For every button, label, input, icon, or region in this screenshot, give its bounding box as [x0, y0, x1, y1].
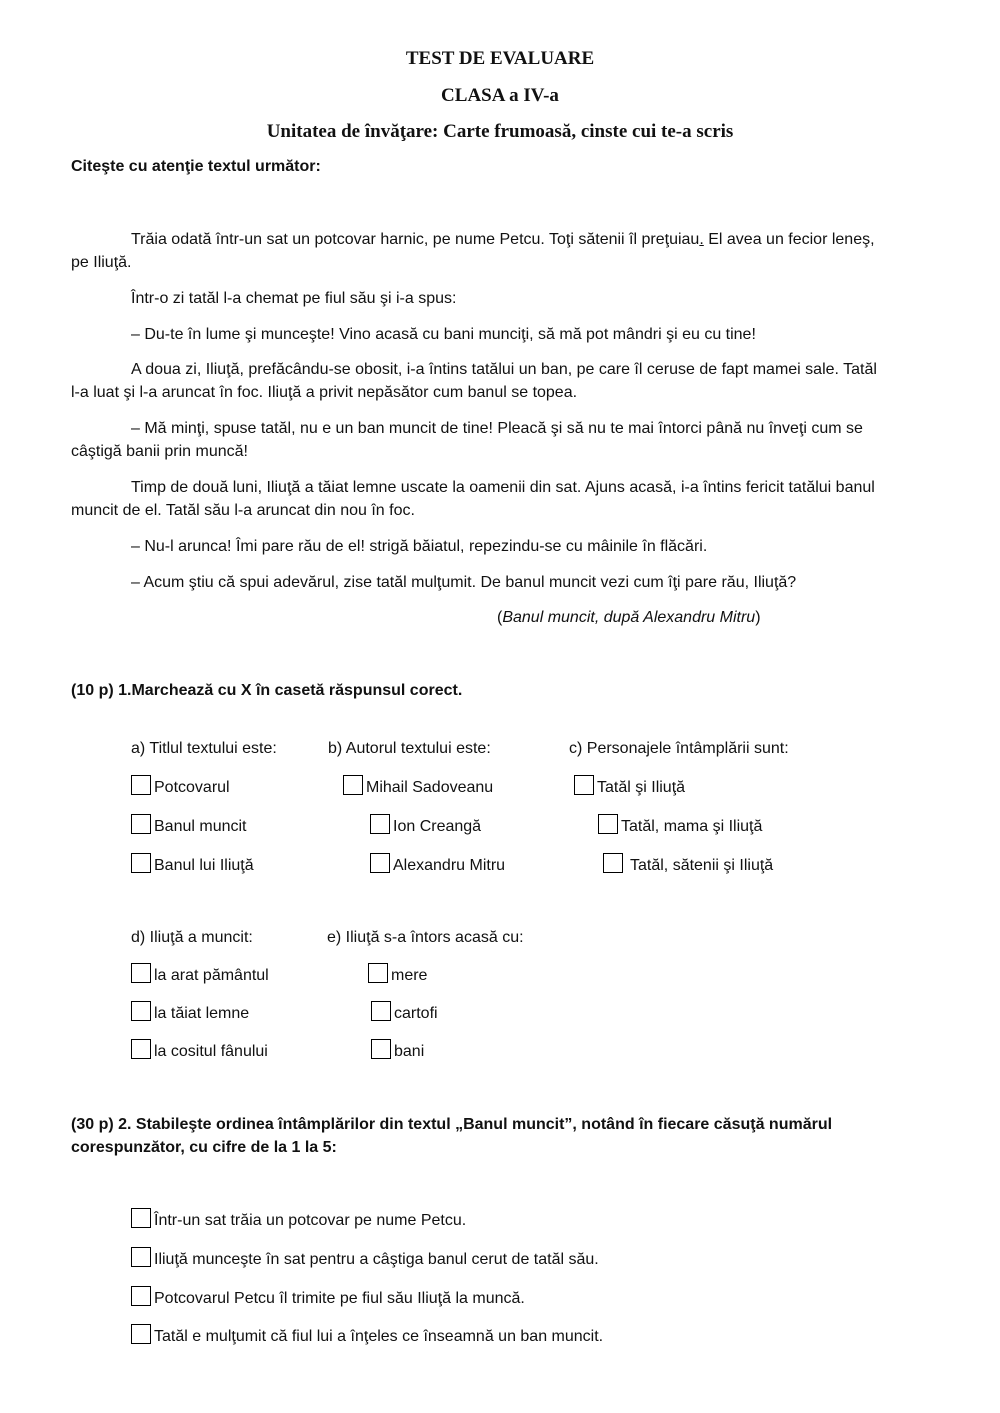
story-p4-line2: l-a luat şi l-a aruncat în foc. Iliuţă a privit nepăsător cum banul se topea.	[71, 384, 578, 401]
q1a-option-1: Potcovarul	[154, 779, 230, 796]
story-p1-text: Trăia odată într-un sat un potcovar harnic, pe nume Petcu. Toţi sătenii îl preţuiau	[131, 231, 700, 248]
source-close-paren: )	[755, 609, 761, 626]
test-title: TEST DE EVALUARE	[405, 48, 595, 69]
story-paragraph-6: Timp de două luni, Iliuţă a tăiat lemne uscate la oamenii din sat. Ajuns acasă, i-a întins fericit tatălui banul	[131, 479, 875, 496]
class-title: CLASA a IV-a	[441, 85, 559, 106]
q2-event-2: Iliuţă munceşte în sat pentru a câştiga banul cerut de tatăl său.	[154, 1251, 599, 1268]
q1e-label: e) Iliuţă s-a întors acasă cu:	[327, 929, 524, 946]
q1a-option-2: Banul muncit	[154, 818, 247, 835]
q1d-checkbox-2[interactable]	[131, 1001, 151, 1021]
story-paragraph-5: – Mă minţi, spuse tatăl, nu e un ban muncit de tine! Pleacă şi să nu te mai întorci până nu înveţi cum se	[131, 420, 863, 437]
q1b-option-3: Alexandru Mitru	[393, 857, 506, 874]
q1c-checkbox-3[interactable]	[603, 853, 623, 873]
q1d-option-3: la cositul fânului	[154, 1043, 268, 1060]
source-open-paren: (	[497, 609, 503, 626]
story-paragraph-7: – Nu-l arunca! Îmi pare rău de el! strigă băiatul, repezindu-se cu mâinile în flăcări.	[131, 538, 708, 555]
q1b-checkbox-1[interactable]	[343, 775, 363, 795]
source-citation: Banul muncit, după Alexandru Mitru	[502, 609, 756, 626]
q1b-checkbox-3[interactable]	[370, 853, 390, 873]
q1d-option-1: la arat pământul	[154, 967, 269, 984]
q1a-option-3: Banul lui Iliuţă	[154, 857, 254, 874]
q1d-checkbox-3[interactable]	[131, 1039, 151, 1059]
q1d-option-2: la tăiat lemne	[154, 1005, 250, 1022]
q1d-label: d) Iliuţă a muncit:	[131, 929, 253, 946]
q2-order-box-3[interactable]	[131, 1286, 151, 1306]
reading-instruction: Citeşte cu atenţie textul următor:	[71, 158, 321, 175]
q1-text: .Marchează cu X în casetă răspunsul corect.	[127, 682, 463, 699]
q2-order-box-1[interactable]	[131, 1208, 151, 1228]
q2-order-box-2[interactable]	[131, 1247, 151, 1267]
q2-heading: (30 p) 2. Stabileşte ordinea întâmplărilor din textul „Banul muncit”, notând în fiecare căsuţă numărul	[71, 1116, 833, 1133]
unit-title: Unitatea de învăţare: Carte frumoasă, cinste cui te-a scris	[266, 121, 734, 142]
q1b-option-2: Ion Creangă	[393, 818, 482, 835]
q1c-label: c) Personajele întâmplării sunt:	[569, 740, 789, 757]
story-paragraph-1	[131, 231, 875, 249]
story-paragraph-2: Într-o zi tatăl l-a chemat pe fiul său şi i-a spus:	[131, 290, 457, 307]
q1c-option-3: Tatăl, sătenii şi Iliuţă	[630, 857, 774, 874]
q1a-checkbox-3[interactable]	[131, 853, 151, 873]
q1b-label: b) Autorul textului este:	[328, 740, 491, 757]
q1-points: (10 p) 1	[71, 682, 128, 699]
q1c-option-1: Tatăl şi Iliuţă	[597, 779, 686, 796]
q2-event-1: Într-un sat trăia un potcovar pe nume Petcu.	[154, 1212, 467, 1229]
q1a-checkbox-2[interactable]	[131, 814, 151, 834]
q1-heading	[71, 682, 462, 700]
q1e-checkbox-2[interactable]	[371, 1001, 391, 1021]
q2-heading-line2: corespunzător, cu cifre de la 1 la 5:	[71, 1139, 337, 1156]
story-p1-line2: pe Iliuţă.	[71, 254, 132, 271]
q1e-checkbox-1[interactable]	[368, 963, 388, 983]
q1e-checkbox-3[interactable]	[371, 1039, 391, 1059]
q1c-checkbox-1[interactable]	[574, 775, 594, 795]
story-p1-dot: .	[699, 231, 704, 248]
story-p6-line2: muncit de el. Tatăl său l-a aruncat din nou în foc.	[71, 502, 415, 519]
q2-event-3: Potcovarul Petcu îl trimite pe fiul său Iliuţă la muncă.	[154, 1290, 525, 1307]
q1c-option-2: Tatăl, mama şi Iliuţă	[621, 818, 763, 835]
q1b-checkbox-2[interactable]	[370, 814, 390, 834]
story-source	[497, 609, 761, 627]
story-paragraph-4: A doua zi, Iliuţă, prefăcându-se obosit, i-a întins tatălui un ban, pe care îl ceruse de fapt mamei sale. Tatăl	[131, 361, 877, 378]
q1c-checkbox-2[interactable]	[598, 814, 618, 834]
q1b-option-1: Mihail Sadoveanu	[366, 779, 494, 796]
story-p1-end: El avea un fecior leneş,	[703, 231, 875, 248]
q1a-checkbox-1[interactable]	[131, 775, 151, 795]
q2-order-box-4[interactable]	[131, 1324, 151, 1344]
story-paragraph-8: – Acum ştiu că spui adevărul, zise tatăl mulţumit. De banul muncit vezi cum îţi pare rău, Iliuţă?	[131, 574, 797, 591]
q1e-option-1: mere	[391, 967, 428, 984]
q1e-option-3: bani	[394, 1043, 425, 1060]
q2-event-4: Tatăl e mulţumit că fiul lui a înţeles ce înseamnă un ban muncit.	[154, 1328, 604, 1345]
q1a-label: a) Titlul textului este:	[131, 740, 277, 757]
q1e-option-2: cartofi	[394, 1005, 438, 1022]
story-paragraph-3: – Du-te în lume şi munceşte! Vino acasă cu bani munciţi, să mă pot mândri şi eu cu tine!	[131, 326, 756, 343]
q1d-checkbox-1[interactable]	[131, 963, 151, 983]
story-p5-line2: câştigă banii prin muncă!	[71, 443, 248, 460]
